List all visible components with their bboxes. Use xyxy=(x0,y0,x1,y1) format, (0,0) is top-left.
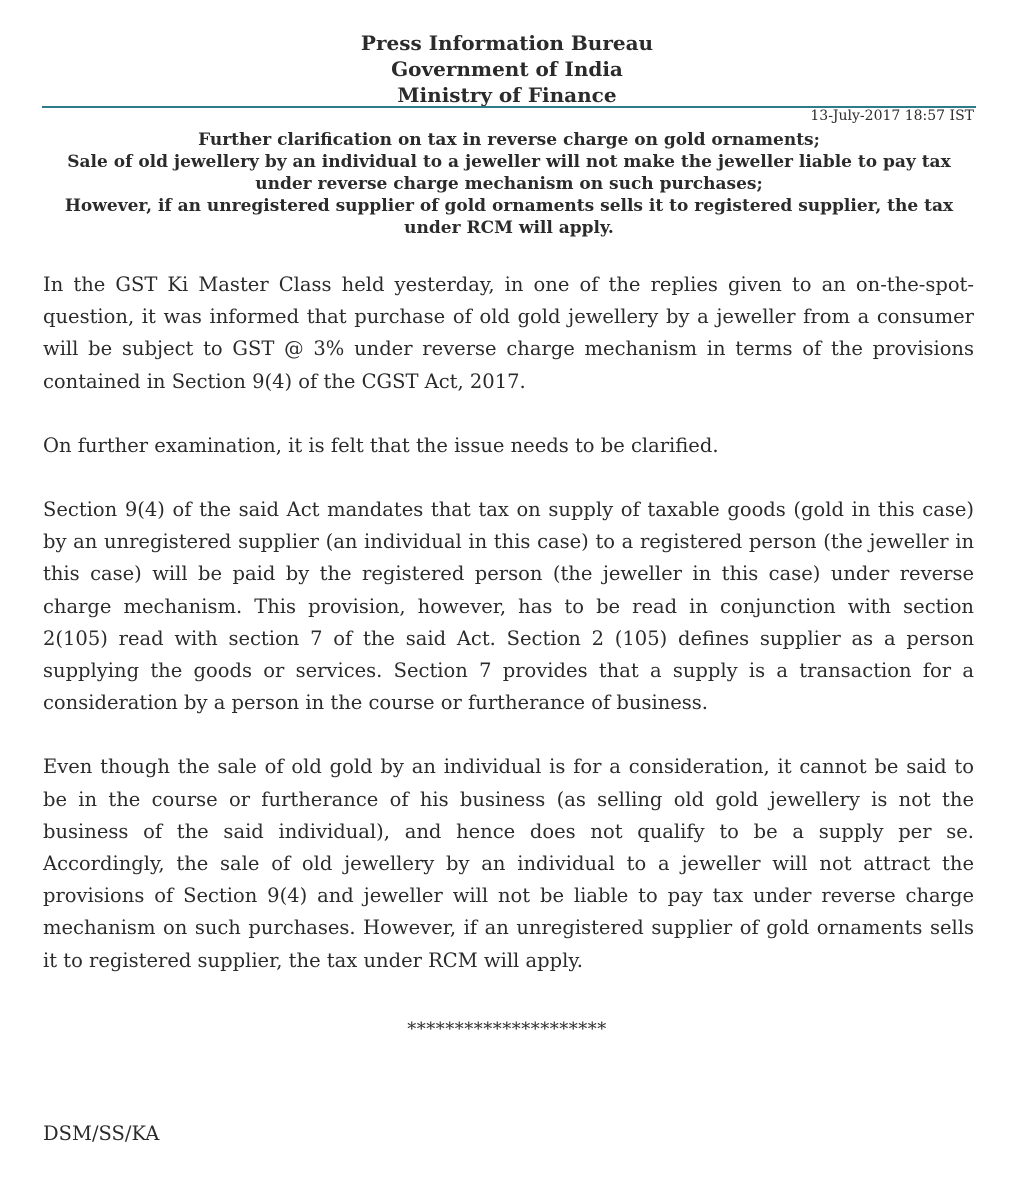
release-headline xyxy=(42,129,976,239)
document-header xyxy=(0,30,1014,108)
bureau-name: Press Information Bureau xyxy=(360,31,654,55)
body-paragraph: Even though the sale of old gold by an individual is for a consideration, it cannot be said to be in the course or furtherance of his business (as selling old gold jewellery is not the business of the said individual), and hence does not qualify to be a supply per se. Accordingly, the sale of old jewellery by an individual to a jeweller will not attract the provisions of Section 9(4) and jeweller will not be liable to pay tax under reverse charge mechanism on such purchases. However, if an unregistered supplier of gold ornaments sells it to registered supplier, the tax under RCM will apply. xyxy=(43,755,974,972)
release-timestamp: 13-July-2017 18:57 IST xyxy=(810,108,974,124)
signoff-initials: DSM/SS/KA xyxy=(43,1122,160,1145)
release-body xyxy=(43,269,974,1009)
government-name: Government of India xyxy=(391,57,623,81)
body-paragraph: In the GST Ki Master Class held yesterday, in one of the replies given to an on-the-spot-question, it was informed that purchase of old gold jewellery by a jeweller from a consumer will be subject to GST @ 3% under reverse charge mechanism in terms of the provisions contained in Section 9(4) of the CGST Act, 2017. xyxy=(43,273,974,393)
section-separator: ********************* xyxy=(407,1019,607,1040)
ministry-name: Ministry of Finance xyxy=(397,83,617,107)
headline-line-1: Further clarification on tax in reverse charge on gold ornaments; xyxy=(198,130,820,150)
headline-line-2: Sale of old jewellery by an individual to a jeweller will not make the jeweller liable to pay tax under reverse charge mechanism on such purchases; xyxy=(67,152,951,194)
body-paragraph: Section 9(4) of the said Act mandates that tax on supply of taxable goods (gold in this case) by an unregistered supplier (an individual in this case) to a registered person (the jeweller in this case) will be paid by the registered person (the jeweller in this case) under reverse charge mechanism. This provision, however, has to be read in conjunction with section 2(105) read with section 7 of the said Act. Section 2 (105) defines supplier as a person supplying the goods or services. Section 7 provides that a supply is a transaction for a consideration by a person in the course or furtherance of business. xyxy=(43,498,974,715)
headline-line-3: However, if an unregistered supplier of gold ornaments sells it to registered supplier, the tax under RCM will apply. xyxy=(64,196,954,238)
body-paragraph: On further examination, it is felt that the issue needs to be clarified. xyxy=(43,433,719,457)
